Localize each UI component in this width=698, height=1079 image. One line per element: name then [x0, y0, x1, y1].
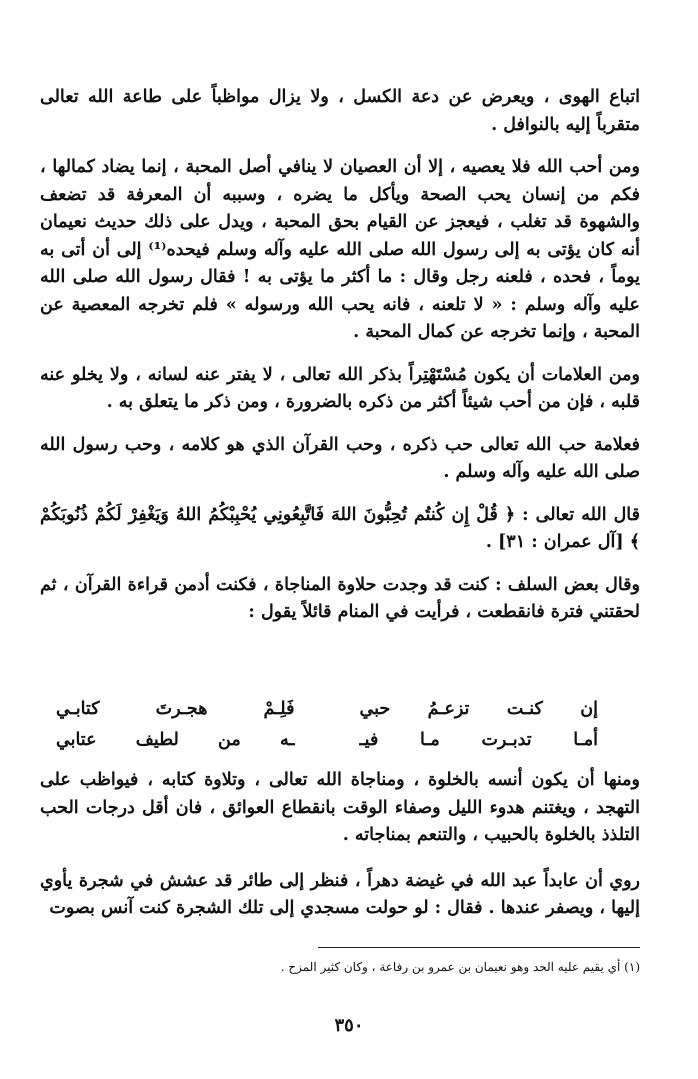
paragraph-6: روي أن عابداً عبد الله في غيضة دهراً ، فنظر إلى طائر قد عشش في شجرة يأوي إليها ، ويصفر عندها . فقال : لو حولت مسجدي إلى تلك الشجرة كنت آنس بصوت	[40, 870, 640, 918]
anecdote-paragraph: وقال بعض السلف : كنت قد وجدت حلاوة المناجاة ، فكنت أدمن قراءة القرآن ، ثم لحقتني فترة فانقطعت ، فرأيت في المنام قائلاً يقول :	[40, 574, 640, 622]
footnote-divider	[318, 947, 640, 948]
poem-verse-1	[56, 694, 598, 725]
verse-intro: قال الله تعالى :	[522, 504, 640, 525]
poem-verse-2	[56, 725, 598, 756]
paragraph-1: اتباع الهوى ، ويعرض عن دعة الكسل ، ولا يزال مواظباً على طاعة الله تعالى متقرباً إليه بالنوافل .	[40, 87, 640, 135]
paragraph-5: ومنها أن يكون أنسه بالخلوة ، ومناجاة الله تعالى ، وتلاوة كتابه ، فيواظب على التهجد ، ويغتنم هدوء الليل وصفاء الوقت بانقطاع العوائق ، فان أقل درجات الحب التلذذ بالخلوة بالحبيب ، والتنعم بمناجاته .	[40, 770, 640, 845]
verse-reference: [آل عمران : ٣١] .	[485, 532, 624, 552]
poem-hemistich: أمـا تدبـرت مـا فيـ	[359, 730, 598, 750]
paragraph-2: ومن أحب الله فلا يعصيه ، إلا أن العصيان لا ينافي أصل المحبة ، إنما يضاد كمالها ، فكم من إنسان يحب الصحة ويأكل ما يضره ، وسببه أن المعرفة قد تضعف والشهوة قد تغلب ، فيعجز عن القيام بحق المحبة ، ويدل على ذلك حديث نعيمان أنه كان يؤتى به إلى رسول الله صلى الله عليه وآله وسلم فيحده⁽¹⁾ إلى أن أتى به يوماً ، فحده ، فلعنه رجل وقال : ما أكثر ما يؤتى به ! فقال رسول الله صلى الله عليه وآله وسلم : « لا تلعنه ، فانه يحب الله ورسوله » فلم تخرجه المعصية عن المحبة ، وإنما تخرجه عن كمال المحبة .	[40, 157, 640, 342]
main-text	[40, 84, 640, 627]
poem-hemistich: ـه من لطيف عتابي	[56, 730, 295, 750]
paragraph-3: ومن العلامات أن يكون مُسْتَهْتِراً بذكر الله تعالى ، لا يفتر عنه لسانه ، ولا يخلو عنه قلبه ، فإن من أحب شيئاً أكثر من ذكره بالضرورة ، ومن ذكر ما يتعلق به .	[40, 364, 640, 412]
paragraph-4: فعلامة حب الله تعالى حب ذكره ، وحب القرآن الذي هو كلامه ، وحب رسول الله صلى الله عليه وآله وسلم .	[40, 434, 640, 482]
footnote: (١) أي يقيم عليه الحد وهو نعيمان بن عمرو بن رفاعة ، وكان كثير المزح .	[280, 960, 640, 974]
page-number: ٣٥٠	[334, 1015, 364, 1036]
poem	[56, 694, 598, 756]
quran-verse-paragraph	[40, 502, 640, 557]
main-text-continued	[40, 767, 640, 941]
poem-hemistich: إن كنـت تزعـمُ حبي	[359, 699, 598, 719]
poem-hemistich: فَلِـمْ هجـرتَ كتابـي	[56, 699, 295, 719]
verse-text: ﴿ قُلْ إِن كُنتُم تُحِبُّونَ اللهَ فَاتَّبِعُونِي يُحْبِبْكُمُ اللهُ وَيَغْفِرْ لَكُمْ ذُنُوبَكُمْ ﴾	[40, 504, 640, 552]
